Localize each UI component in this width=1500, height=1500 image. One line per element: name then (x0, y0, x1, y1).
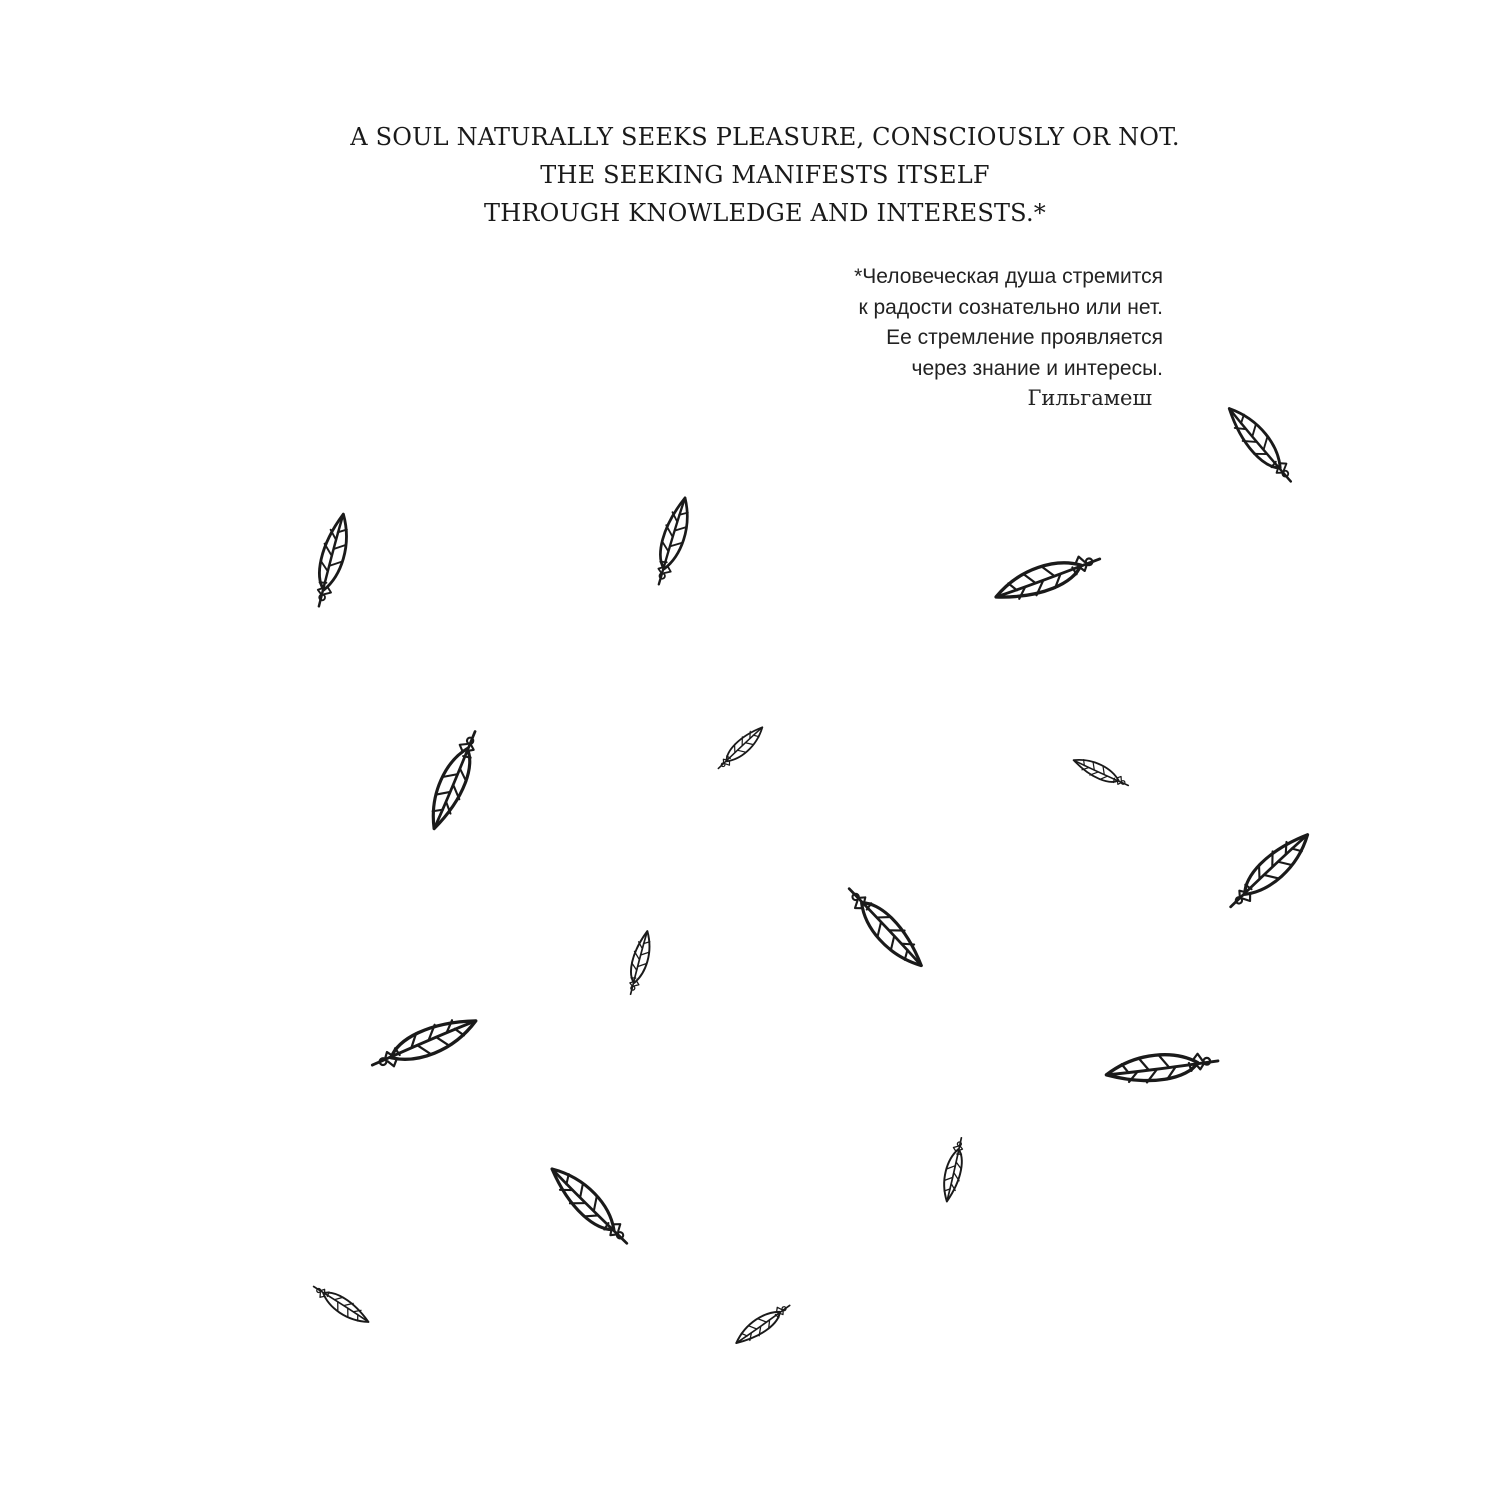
quote-line-2: THE SEEKING MANIFESTS ITSELF (540, 161, 990, 189)
feather-icon (645, 495, 699, 587)
feather-icon (1071, 752, 1130, 795)
translation-line-1: *Человеческая душа стремится (854, 265, 1163, 288)
feather-icon (712, 723, 768, 771)
feather-icon (991, 551, 1104, 605)
feather-icon (731, 1301, 795, 1347)
feather-icon (304, 512, 358, 609)
feather-icon (1106, 1053, 1219, 1084)
translation-line-2: к радости сознательно или нет. (858, 295, 1163, 319)
quote-author: Гильгамеш (1027, 386, 1152, 410)
feather-icon (546, 1158, 633, 1255)
quote-line-3: THROUGH KNOWLEDGE AND INTERESTS.* (484, 199, 1046, 227)
translation-line-3: Ее стремление проявляется (886, 326, 1163, 349)
quote-line-1: A SOUL NATURALLY SEEKS PLEASURE, CONSCIOUSLY OR NOT. (350, 123, 1180, 151)
feather-icon (937, 1136, 972, 1203)
feather-icon (1220, 828, 1318, 913)
feather-icon (311, 1278, 372, 1330)
feather-icon (366, 1012, 481, 1072)
feather-icon (1223, 400, 1296, 491)
feather-icon (620, 929, 657, 995)
feather-icon (419, 728, 491, 833)
translation-line-4: через знание и интересы. (911, 356, 1163, 380)
feather-icon (843, 878, 928, 976)
